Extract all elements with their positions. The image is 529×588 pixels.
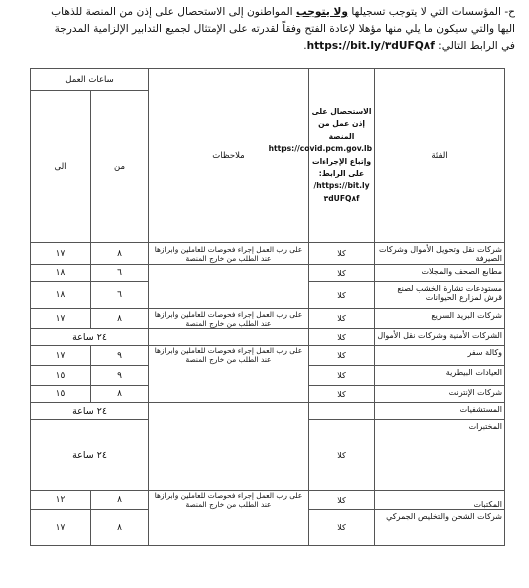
category-cell: شركات نقل وتحويل الأموال وشركات الصيرفة [375, 243, 505, 265]
hours-header: ساعات العمل [31, 69, 149, 91]
approval-cell: كلا [309, 329, 375, 346]
from-cell: ٦ [91, 265, 149, 282]
from-cell: ٩ [91, 346, 149, 366]
category-cell: المختبرات [375, 420, 505, 491]
from-cell: ٦ [91, 282, 149, 309]
table-row [31, 491, 505, 510]
notes-cell-empty [149, 329, 309, 346]
from-cell: ٩ [91, 366, 149, 386]
category-cell: المستشفيات [375, 403, 505, 420]
category-cell: مطابع الصحف والمجلات [375, 265, 505, 282]
hours-table [30, 68, 505, 546]
from-header: من [91, 91, 149, 243]
category-header: الفئة [375, 69, 505, 243]
approval-cell: كلا [309, 282, 375, 309]
from-cell: ٨ [91, 386, 149, 403]
approval-cell: كلا [309, 491, 375, 510]
table-row [31, 265, 505, 282]
from-cell: ٨ [91, 491, 149, 510]
to-header: الى [31, 91, 91, 243]
table-row [31, 309, 505, 329]
approval-cell: كلا [309, 420, 375, 491]
intro-line-2: اليها والتي سيكون ما يلي منها مؤهلا لإعادة الفتح وفقاً لقدرته على الإمتثال لجميع التدابير الإلزامية المدرجة [54, 23, 515, 35]
approval-header: الاستحصال على إذن عمل من المنصة https://covid.pcm.gov.lb وإتباع الإجراءات على الرابط: https://bit.ly/٣dUFQ٨f [309, 69, 375, 243]
notes-header: ملاحظات [149, 69, 309, 243]
approval-cell: كلا [309, 243, 375, 265]
intro-line-1-a: ح- المؤسسات التي لا يتوجب تسجيلها [347, 6, 515, 18]
notes-cell: على رب العمل إجراء فحوصات للعاملين وابرازها عند الطلب من خارج المنصة [149, 346, 309, 403]
from-cell: ٨ [91, 243, 149, 265]
approval-cell: كلا [309, 346, 375, 366]
notes-cell-empty [149, 403, 309, 491]
approval-cell: كلا [309, 309, 375, 329]
table-row [31, 329, 505, 346]
guidelines-link[interactable]: https://bit.ly/٣dUFQ٨f [306, 40, 435, 52]
approval-cell: كلا [309, 366, 375, 386]
approval-cell: كلا [309, 510, 375, 546]
category-cell: شركات الإنترنت [375, 386, 505, 403]
notes-cell: على رب العمل إجراء فحوصات للعاملين وابرازها عند الطلب من خارج المنصة [149, 243, 309, 265]
category-cell: شركات الشحن والتخليص الجمركي [375, 510, 505, 546]
notes-cell: على رب العمل إجراء فحوصات للعاملين وابرازها عند الطلب من خارج المنصة [149, 309, 309, 329]
hours-merged-cell: ٢٤ ساعة [31, 403, 149, 420]
category-cell: العيادات البيطرية [375, 366, 505, 386]
intro-line-1-c: المواطنون إلى الاستحصال على إذن من المنصة للذهاب [51, 6, 296, 18]
to-cell: ١٨ [31, 265, 91, 282]
header-row [31, 69, 505, 91]
category-cell: الشركات الأمنية وشركات نقل الأموال [375, 329, 505, 346]
category-cell: المكتبات [375, 491, 505, 510]
to-cell: ١٧ [31, 346, 91, 366]
intro-line-1 [18, 4, 515, 21]
from-cell: ٨ [91, 309, 149, 329]
notes-cell: على رب العمل إجراء فحوصات للعاملين وابرازها عند الطلب من خارج المنصة [149, 491, 309, 546]
to-cell: ١٧ [31, 510, 91, 546]
hours-merged-cell: ٢٤ ساعة [31, 420, 149, 491]
category-cell: وكالة سفر [375, 346, 505, 366]
intro-line-3: في الرابط التالي: https://bit.ly/٣dUFQ٨f. [303, 40, 515, 52]
to-cell: ١٥ [31, 366, 91, 386]
to-cell: ١٢ [31, 491, 91, 510]
table-row [31, 346, 505, 366]
approval-cell: كلا [309, 386, 375, 403]
hours-merged-cell: ٢٤ ساعة [31, 329, 149, 346]
to-cell: ١٧ [31, 243, 91, 265]
intro-text [18, 4, 515, 55]
category-cell: شركات البريد السريع [375, 309, 505, 329]
to-cell: ١٥ [31, 386, 91, 403]
intro-line-3-label: في الرابط التالي: [434, 40, 515, 52]
table-row [31, 403, 505, 420]
to-cell: ١٨ [31, 282, 91, 309]
approval-cell-empty [309, 403, 375, 420]
to-cell: ١٧ [31, 309, 91, 329]
intro-emphasis: ولا يتوجب [296, 6, 348, 18]
table-row [31, 243, 505, 265]
from-cell: ٨ [91, 510, 149, 546]
category-cell: مستودعات تشارة الخشب لصنع قرش لمزارع الحيوانات [375, 282, 505, 309]
approval-cell: كلا [309, 265, 375, 282]
notes-cell-empty [149, 265, 309, 309]
